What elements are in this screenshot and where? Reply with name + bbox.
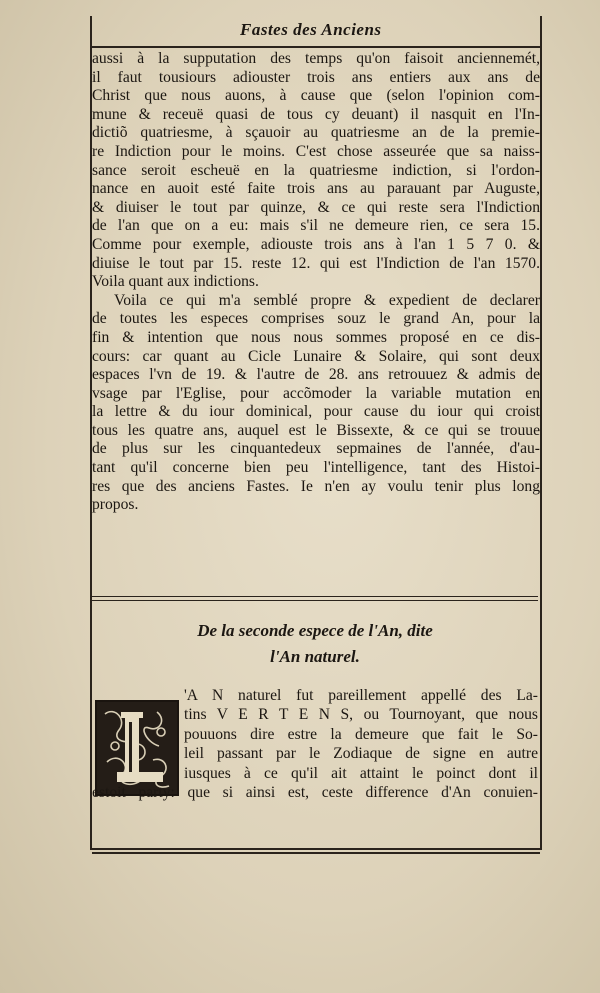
text-line: vsage par l'Eglise, pour accõmoder la variable mutation en <box>92 384 540 402</box>
text-line: propos. <box>92 496 139 514</box>
text-line: fin & intention que nous nous sommes proposé en ce dis- <box>92 328 540 346</box>
section-heading <box>92 618 538 670</box>
text-line: estoit party: que si ainsi est, ceste difference d'An conuien- <box>92 783 538 801</box>
text-line: pouuons dire estre la demeure que fait le So- <box>184 725 538 743</box>
text-line: Voila quant aux indictions. <box>92 273 259 291</box>
text-line: 'A N naturel fut pareillement appellé des La- <box>184 687 538 704</box>
text-line: cours: car quant au Cicle Lunaire & Solaire, qui sont deux <box>92 347 540 365</box>
text-line: Voila ce qui m'a semblé propre & expedient de declarer <box>114 291 540 309</box>
text-line: mune & receuë quasi de tous cy deuant) il nasquit en l'In- <box>92 105 540 123</box>
text-line: res que des anciens Fastes. Ie n'en ay voulu tenir plus long <box>92 477 540 495</box>
main-text <box>92 50 540 515</box>
section-divider <box>92 600 538 601</box>
section-divider <box>92 596 538 597</box>
text-line: espaces l'vn de 19. & l'autre de 28. ans retrouuez & admis de <box>92 366 540 384</box>
text-line: sance seroit escheuë en la quatriesme indiction, si l'ordon- <box>92 161 540 179</box>
text-line: iusques à ce qu'il ait attaint le poinct dont il <box>184 764 538 782</box>
text-line: de toutes les especes comprises souz le grand An, pour la <box>92 310 540 328</box>
text-line: & diuiser le tout par quinze, & ce qui reste sera l'Indiction <box>92 198 540 216</box>
text-line: tous les quatre ans, auquel est le Bissexte, & ce qui se trouue <box>92 421 540 439</box>
section-heading-line: De la seconde espece de l'An, dite <box>197 621 433 640</box>
text-line: Christ que nous auons, à cause que (selon l'opinion com- <box>92 87 540 105</box>
text-line: Comme pour exemple, adiouste trois ans à l'an 1 5 7 0. & <box>92 235 540 253</box>
running-title: Fastes des Anciens <box>240 20 382 39</box>
text-line: aussi à la supputation des temps qu'on faisoit anciennemét, <box>92 50 540 67</box>
section-text <box>92 686 538 802</box>
text-line: il faut tousiours adiouster trois ans entiers aux ans de <box>92 68 540 86</box>
text-line: tant qu'il concerne bien peu l'intelligence, tant des Histoi- <box>92 459 540 477</box>
text-line: tins V E R T E N S, ou Tournoyant, que nous <box>184 706 538 724</box>
text-line: de plus sur les cinquantedeux sepmaines de l'année, d'au- <box>92 440 540 458</box>
text-line: leil passant par le Zodiaque de signe en autre <box>184 745 538 763</box>
text-line: re Indiction pour le moins. C'est chose asseurée que sa naiss- <box>92 142 540 160</box>
text-line: dictiõ quatriesme, à sçauoir au quatriesme an de la premie- <box>92 124 540 142</box>
text-line: diuise le tout par 15. reste 12. qui est l'Indiction de l'an 1570. <box>92 254 540 272</box>
section-heading-line: l'An naturel. <box>270 647 360 666</box>
text-line: la lettre & du iour dominical, pour cause du iour qui croist <box>92 403 540 421</box>
header-rule <box>90 46 540 48</box>
text-line: de l'an que on a eu: mais s'il ne demeure rien, ce sera 15. <box>92 217 540 235</box>
footer-rule <box>92 852 540 854</box>
text-line: nance en auoit esté faite trois ans au parauant par Auguste, <box>92 180 540 198</box>
